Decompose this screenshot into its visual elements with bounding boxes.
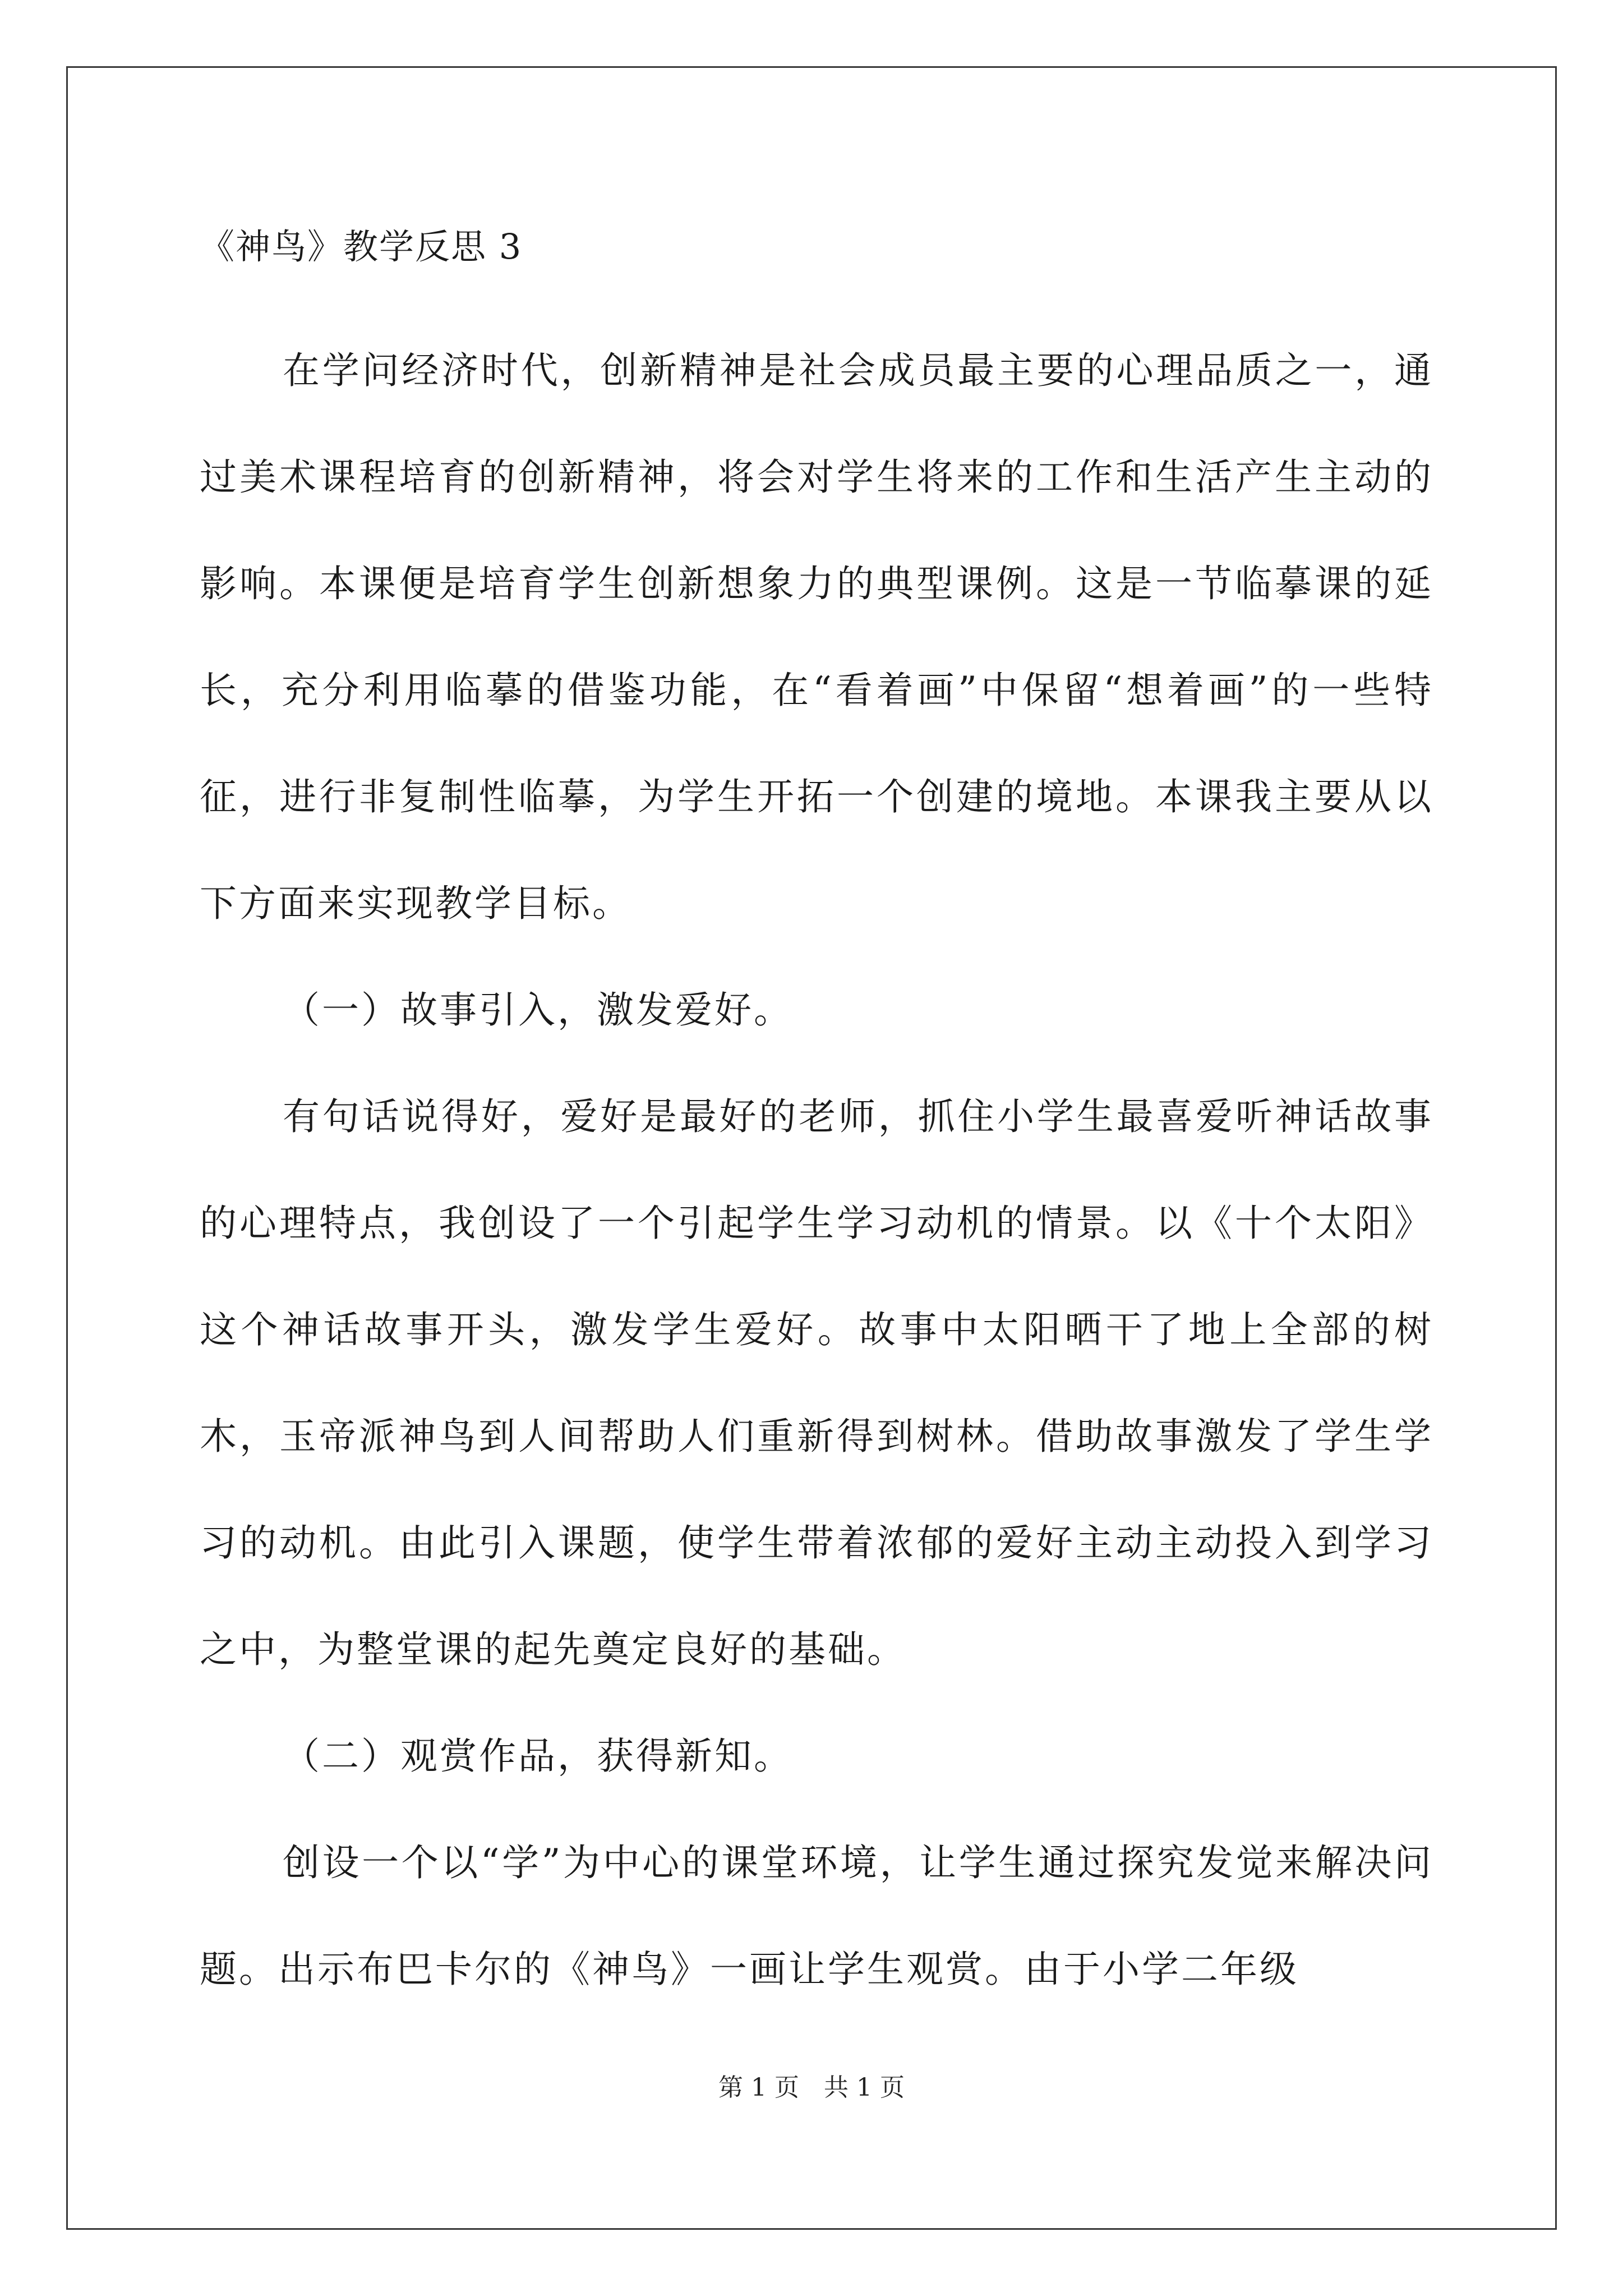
paragraph-appreciation: 创设一个以“学”为中心的课堂环境，让学生通过探究发觉来解决问题。出示布巴卡尔的《神鸟》一画让学生观赏。由于小学二年级 [200,1841,1433,1991]
document-title: 《神鸟》教学反思 3 [200,226,523,267]
document-body [200,213,1433,2023]
paragraph-intro: 在学问经济时代，创新精神是社会成员最主要的心理品质之一，通过美术课程培育的创新精神，将会对学生将来的工作和生活产生主动的影响。本课便是培育学生创新想象力的典型课例。这是一节临摹课的延长，充分利用临摹的借鉴功能，在“看着画”中保留“想着画”的一些特征，进行非复制性临摹，为学生开拓一个创建的境地。本课我主要从以下方面来实现教学目标。 [200,349,1433,925]
paragraph-story-intro: 有句话说得好，爱好是最好的老师，抓住小学生最喜爱听神话故事的心理特点，我创设了一个引起学生学习动机的情景。以《十个太阳》这个神话故事开头，激发学生爱好。故事中太阳晒干了地上全部的树木，玉帝派神鸟到人间帮助人们重新得到树林。借助故事激发了学生学习的动机。由此引入课题，使学生带着浓郁的爱好主动主动投入到学习之中，为整堂课的起先奠定良好的基础。 [200,1095,1433,1671]
section-heading-story-intro: （一）故事引入，激发爱好。 [283,988,793,1032]
page-number-footer: 第 1 页 共 1 页 [718,2073,905,2102]
section-heading-appreciation: （二）观赏作品，获得新知。 [283,1734,793,1778]
